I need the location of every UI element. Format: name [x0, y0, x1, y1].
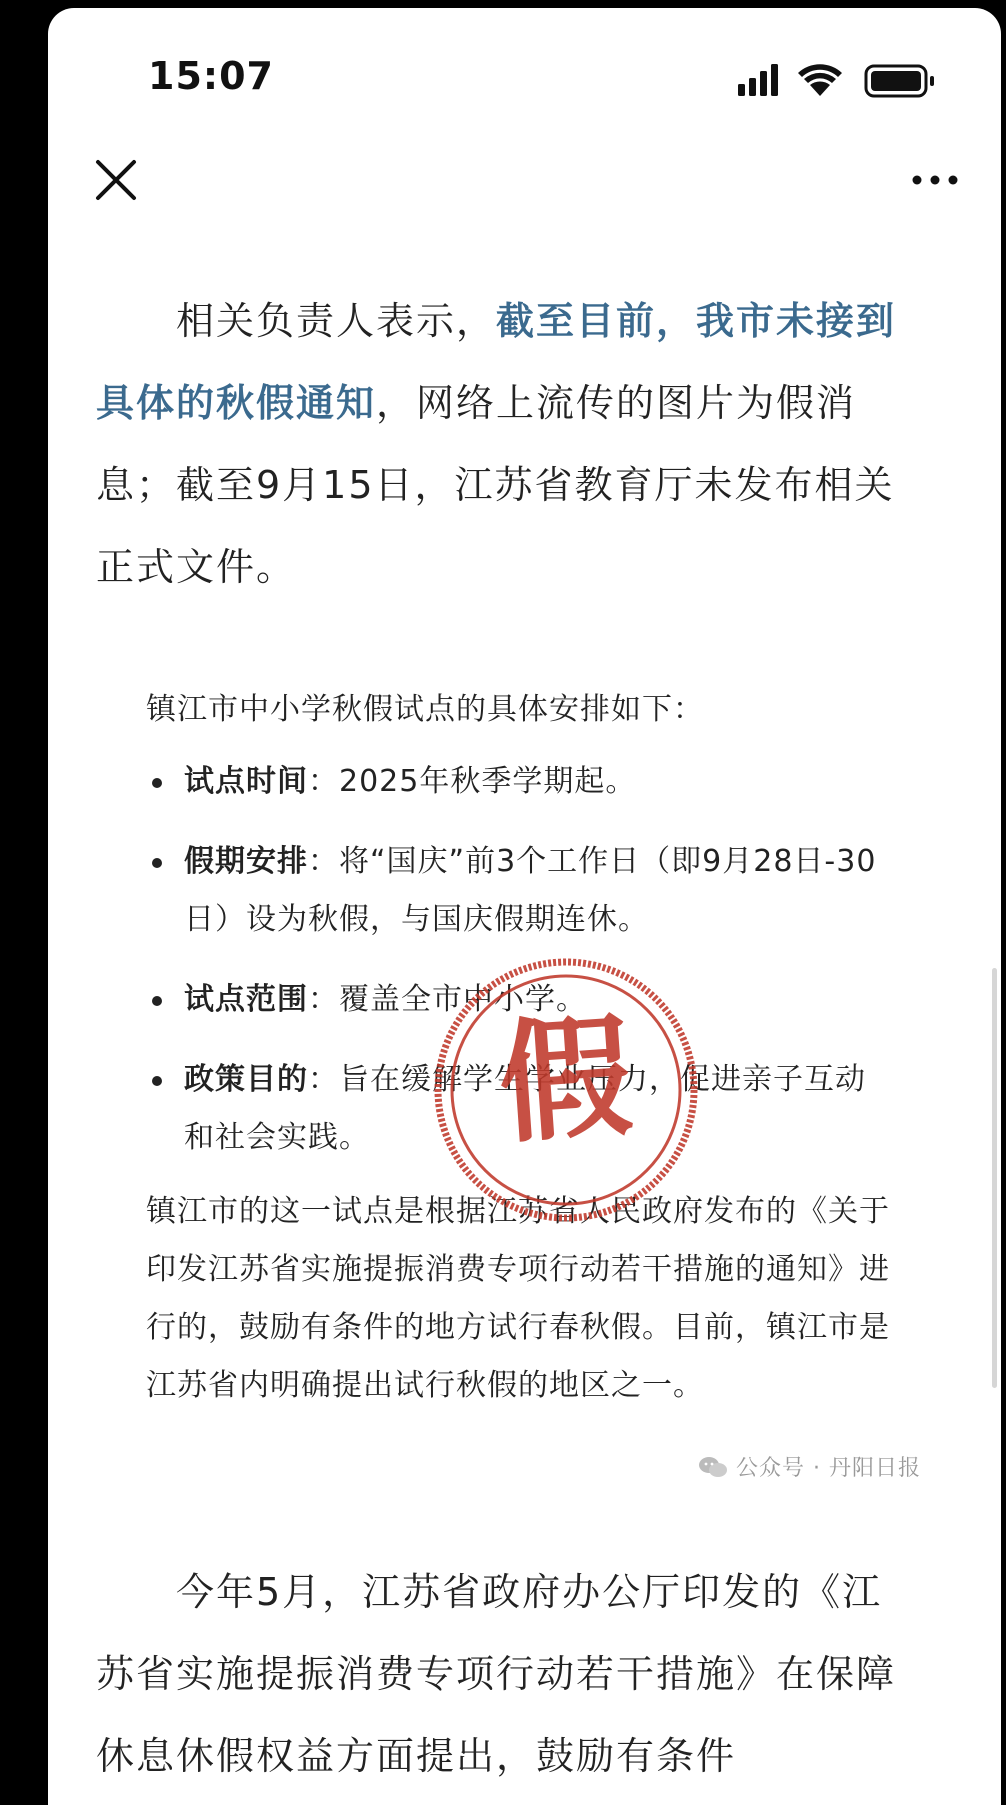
list-item-label: 试点时间 — [184, 764, 308, 799]
close-icon[interactable] — [94, 158, 138, 202]
list-item-text: ：覆盖全市中小学。 — [308, 982, 587, 1017]
status-time: 15:07 — [148, 54, 274, 98]
stamp-text: 假 — [494, 999, 637, 1163]
bullet-icon — [152, 858, 162, 868]
para1-text-after: ，网络上流传的图片为假消息；截至9月15日，江苏省教育厅未发布相关正式文件。 — [96, 381, 895, 589]
list-item-text: ：旨在缓解学生学业压力，促进亲子互动和社会实践。 — [184, 1062, 866, 1155]
battery-icon — [866, 66, 934, 96]
wifi-icon — [798, 64, 842, 96]
para1-text-before: 相关负责人表示， — [176, 299, 497, 343]
para3-text: 今年5月，江苏省政府办公厅印发的《江苏省实施提振消费专项行动若干措施》在保障休息休假权益方面提出，鼓励有条件 — [96, 1570, 897, 1778]
source-watermark — [698, 1451, 921, 1482]
bullet-icon — [152, 1076, 162, 1086]
list-item-label: 政策目的 — [184, 1062, 308, 1097]
list-item-text: ：2025年秋季学期起。 — [308, 764, 637, 799]
status-icons — [738, 60, 988, 100]
quote-intro: 镇江市中小学秋假试点的具体安排如下： — [146, 692, 704, 727]
article-paragraph-3 — [96, 1551, 906, 1797]
fake-stamp — [430, 954, 702, 1226]
more-icon[interactable] — [910, 168, 960, 192]
phone-screen — [48, 8, 1001, 1805]
list-item-label: 假期安排 — [184, 844, 308, 879]
scrollbar[interactable] — [992, 968, 997, 1388]
list-item — [146, 753, 896, 811]
list-item — [146, 833, 896, 949]
list-item-text: ：将“国庆”前3个工作日（即9月28日-30日）设为秋假，与国庆假期连休。 — [184, 844, 877, 937]
bullet-icon — [152, 996, 162, 1006]
article-paragraph-1 — [96, 280, 906, 608]
list-item-label: 试点范围 — [184, 982, 308, 1017]
quote-outro: 镇江市的这一试点是根据江苏省人民政府发布的《关于印发江苏省实施提振消费专项行动若干措施的通知》进行的，鼓励有条件的地方试行春秋假。目前，镇江市是江苏省内明确提出试行秋假的地区之一。 — [146, 1194, 890, 1403]
signal-icon — [738, 64, 778, 96]
bullet-icon — [152, 778, 162, 788]
para1-highlight: 截至目前，我市未接到具体的秋假通知 — [96, 299, 897, 425]
wechat-icon — [698, 1455, 728, 1479]
watermark-text: 公众号 · 丹阳日报 — [736, 1456, 921, 1481]
